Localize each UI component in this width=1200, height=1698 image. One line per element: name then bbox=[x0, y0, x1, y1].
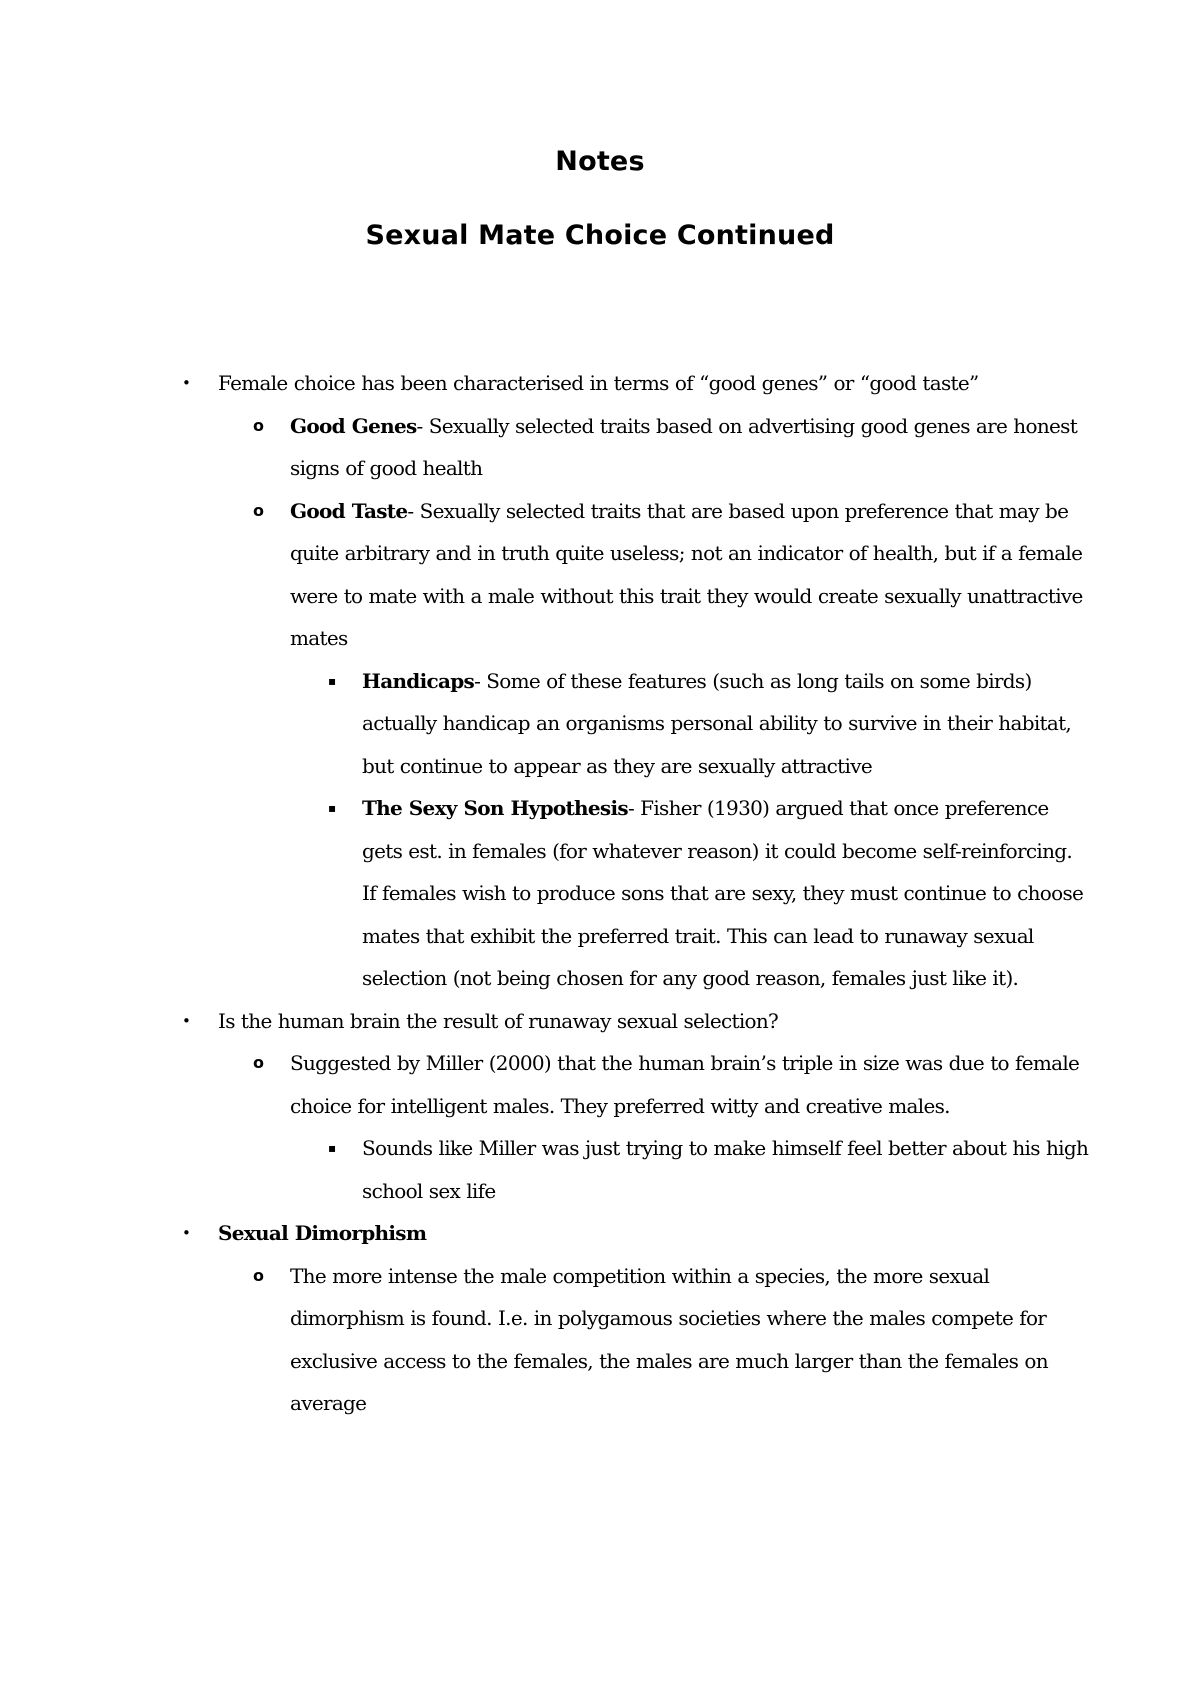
bullet-circle-icon: o bbox=[253, 1265, 264, 1285]
bullet-square-icon: ▪ bbox=[328, 673, 337, 688]
list-item bbox=[0, 1127, 1200, 1212]
list-item bbox=[0, 787, 1200, 1000]
notes-list bbox=[0, 362, 1200, 1425]
list-item bbox=[0, 660, 1200, 788]
item-text: Suggested by Miller (2000) that the human brain’s triple in size was due to female choice for intelligent males. They preferred witty and creative males. bbox=[290, 1051, 1080, 1118]
list-item bbox=[0, 490, 1200, 660]
item-text: - Some of these features (such as long tails on some birds) actually handicap an organisms personal ability to survive in their habitat, but continue to appear as they are sexually attractive bbox=[362, 668, 1072, 778]
item-text: - Sexually selected traits based on advertising good genes are honest signs of good health bbox=[290, 413, 1078, 480]
bullet-disc-icon: • bbox=[182, 1224, 191, 1242]
list-item bbox=[0, 362, 1200, 405]
bullet-circle-icon: o bbox=[253, 1053, 264, 1072]
item-term: The Sexy Son Hypothesis bbox=[362, 796, 628, 820]
list-item bbox=[0, 1255, 1200, 1425]
item-text: Sounds like Miller was just trying to make himself feel better about his high school sex life bbox=[362, 1136, 1089, 1203]
bullet-disc-icon: • bbox=[182, 1011, 191, 1030]
list-item bbox=[0, 1212, 1200, 1255]
item-term: Good Taste bbox=[290, 498, 408, 523]
item-term: Good Genes bbox=[290, 413, 417, 438]
bullet-square-icon: ▪ bbox=[328, 1141, 337, 1155]
item-text: Female choice has been characterised in terms of “good genes” or “good taste” bbox=[218, 371, 979, 395]
bullet-disc-icon: • bbox=[182, 374, 191, 392]
list-item bbox=[0, 1042, 1200, 1127]
list-item bbox=[0, 1000, 1200, 1043]
item-text: - Sexually selected traits that are based upon preference that may be quite arbitrary and in truth quite useless; not an indicator of health, but if a female were to mate with a male without this trait they would create sexually unattractive mates bbox=[290, 498, 1083, 650]
item-text: The more intense the male competition within a species, the more sexual dimorphism is found. I.e. in polygamous societies where the males compete for exclusive access to the females, the males are much larger than the females on average bbox=[290, 1263, 1048, 1415]
item-term: Handicaps bbox=[362, 668, 475, 693]
list-item bbox=[0, 405, 1200, 490]
item-text: Is the human brain the result of runaway sexual selection? bbox=[218, 1008, 779, 1033]
page-title: Notes bbox=[555, 146, 645, 177]
item-term: Sexual Dimorphism bbox=[218, 1221, 427, 1245]
page-subtitle: Sexual Mate Choice Continued bbox=[365, 220, 835, 251]
bullet-square-icon: ▪ bbox=[328, 801, 337, 815]
item-text: - Fisher (1930) argued that once preference gets est. in females (for whatever reason) it could become self-reinforcing. If females wish to produce sons that are sexy, they must continue to choose mates that exhibit the preferred trait. This can lead to runaway sexual selection (not being chosen for any good reason, females just like it). bbox=[362, 796, 1084, 990]
bullet-circle-icon: o bbox=[253, 415, 264, 435]
bullet-circle-icon: o bbox=[253, 500, 264, 520]
